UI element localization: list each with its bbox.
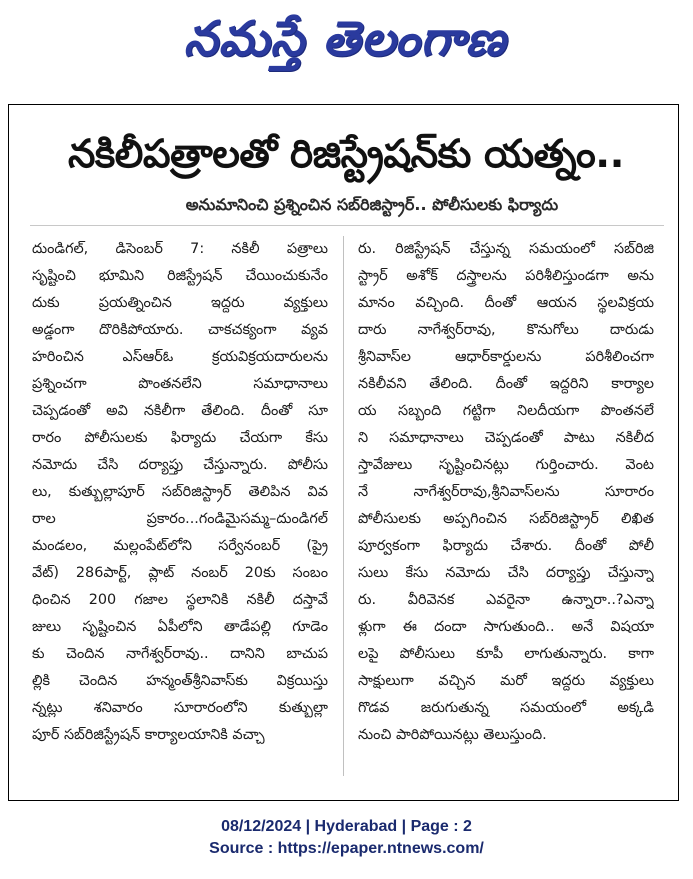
article-line: నుంచి పారిపోయినట్లు తెలుస్తుంది. (358, 727, 547, 743)
article-subheadline: అనుమానించి ప్రశ్నించిన సబ్‌రిజిస్ట్రార్.. పోలీసులకు ఫిర్యాదు (185, 195, 559, 214)
article-line: స్ట్రార్ అశోక్ దస్త్రాలను పరిశీలిస్తుండగా అను (358, 268, 654, 284)
column-divider (343, 236, 344, 776)
article-line: పూర్వకంగా ఫిర్యాదు చేశారు. దీంతో పోలీ (358, 538, 654, 554)
article-line: నే నాగేశ్వర్‌రావు,శ్రీనివాస్‌లను సూరారం (358, 484, 654, 500)
article-line: మానం వచ్చింది. దీంతో ఆయన స్థలవిక్రయ (358, 295, 654, 311)
article-line: రారం పోలీసులకు ఫిర్యాదు చేయగా కేసు (32, 430, 328, 446)
article-line: ళ్లుగా ఈ దందా సాగుతుంది.. అనే విషయా (358, 619, 654, 635)
article-line: సాక్షులుగా వచ్చిన మరో ఇద్దరు వ్యక్తులు (358, 673, 654, 689)
masthead-logo: నమస్తే తెలంగాణ (183, 11, 507, 67)
article-line: రు. రిజిస్ట్రేషన్ చేస్తున్న సమయంలో సబ్‌రిజి (358, 241, 654, 257)
article-line: పూర్ సబ్‌రిజిస్ట్రేషన్ కార్యాలయానికి వచ్చా (32, 727, 265, 743)
article-line: దారు నాగేశ్వర్‌రావు, కొనుగోలు దారుడు (358, 322, 654, 338)
article-line: య సబ్బంది గట్టిగా నిలదీయగా పొంతనలే (358, 403, 654, 419)
article-line: లు, కుత్బుల్లాపూర్ సబ్‌రిజిస్ట్రార్ తెలిపిన వివ (32, 484, 328, 500)
article-line: ప్రశ్నించగా పొంతనలేని సమాధానాలు (32, 376, 328, 392)
article-line: ని సమాధానాలు చెప్పడంతో పాటు నకిలీద (358, 430, 654, 446)
article-line: స్తావేజులు సృష్టించినట్లు గుర్తించారు. వెంట (358, 457, 654, 473)
article-line: దుకు ప్రయత్నించిన ఇద్దరు వ్యక్తులు (32, 295, 328, 311)
article-line: లపై పోలీసులు కూపీ లాగుతున్నారు. కాగా (358, 646, 654, 662)
footer-source: Source : https://epaper.ntnews.com/ (209, 840, 484, 857)
headline-divider (30, 225, 664, 226)
article-line: వేట్) 286పార్ట్, ప్లాట్ నంబర్ 20కు సంబం (32, 565, 328, 581)
article-headline: నకిలీపత్రాలతో రిజిస్ట్రేషన్‌కు యత్నం.. (68, 132, 624, 177)
article-line: గొడవ జరుగుతున్న సమయంలో అక్కడి (358, 700, 654, 716)
article-line: హరించిన ఎస్‌ఆర్‌ఓ క్రయవిక్రయదారులను (32, 349, 328, 365)
article-line: సులు కేసు నమోదు చేసి దర్యాప్తు చేస్తున్నా (358, 565, 654, 581)
article-line: అడ్డంగా దొరికిపోయారు. చాకచక్యంగా వ్యవ (32, 322, 328, 338)
article-line: నమోదు చేసి దర్యాప్తు చేస్తున్నారు. పోలీసు (32, 457, 328, 473)
article-line: రు. వీరివెనక ఎవరైనా ఉన్నారా..?ఎన్నా (358, 592, 654, 608)
article-line: శ్రీనివాస్‌ల ఆధార్‌కార్డులను పరిశీలించగా (358, 349, 654, 365)
article-line: న్నట్లు శనివారం సూరారంలోని కుత్బుల్లా (32, 700, 328, 716)
article-line: ధించిన 200 గజాల స్థలానికి నకిలీ దస్తావే (32, 592, 328, 608)
article-line: మండలం, మల్లంపేట్‌లోని సర్వేనంబర్ (ప్రై (32, 538, 328, 554)
article-right-column (358, 236, 654, 776)
article-line: పోలీసులకు అప్పగించిన సబ్‌రిజిస్ట్రార్ లిఖిత (358, 511, 654, 527)
footer-dateline: 08/12/2024 | Hyderabad | Page : 2 (221, 818, 472, 835)
article-line: చెప్పడంతో అవి నకిలీగా తేలింది. దీంతో సూ (32, 403, 328, 419)
article-line: కు చెందిన నాగేశ్వర్‌రావు.. దానిని బాచుప (32, 646, 328, 662)
article-line: ల్లికి చెందిన హన్మంత్‌శ్రీనివాస్‌కు విక్రయిస్తు (32, 673, 328, 689)
article-line: దుండిగల్, డిసెంబర్ 7: నకిలీ పత్రాలు (32, 241, 328, 257)
article-line: జులు సృష్టించిన ఏపీలోని తాడేపల్లి గూడెం (32, 619, 328, 635)
article-line: నకిలీవని తేలింది. దీంతో ఇద్దరిని కార్యాల (358, 376, 654, 392)
article-line: సృష్టించి భూమిని రిజిస్ట్రేషన్ చేయించుకునేం (32, 268, 328, 284)
article-left-column (32, 236, 328, 776)
article-line: రాల ప్రకారం...గండిమైసమ్మ–దుండిగల్ (32, 511, 328, 527)
